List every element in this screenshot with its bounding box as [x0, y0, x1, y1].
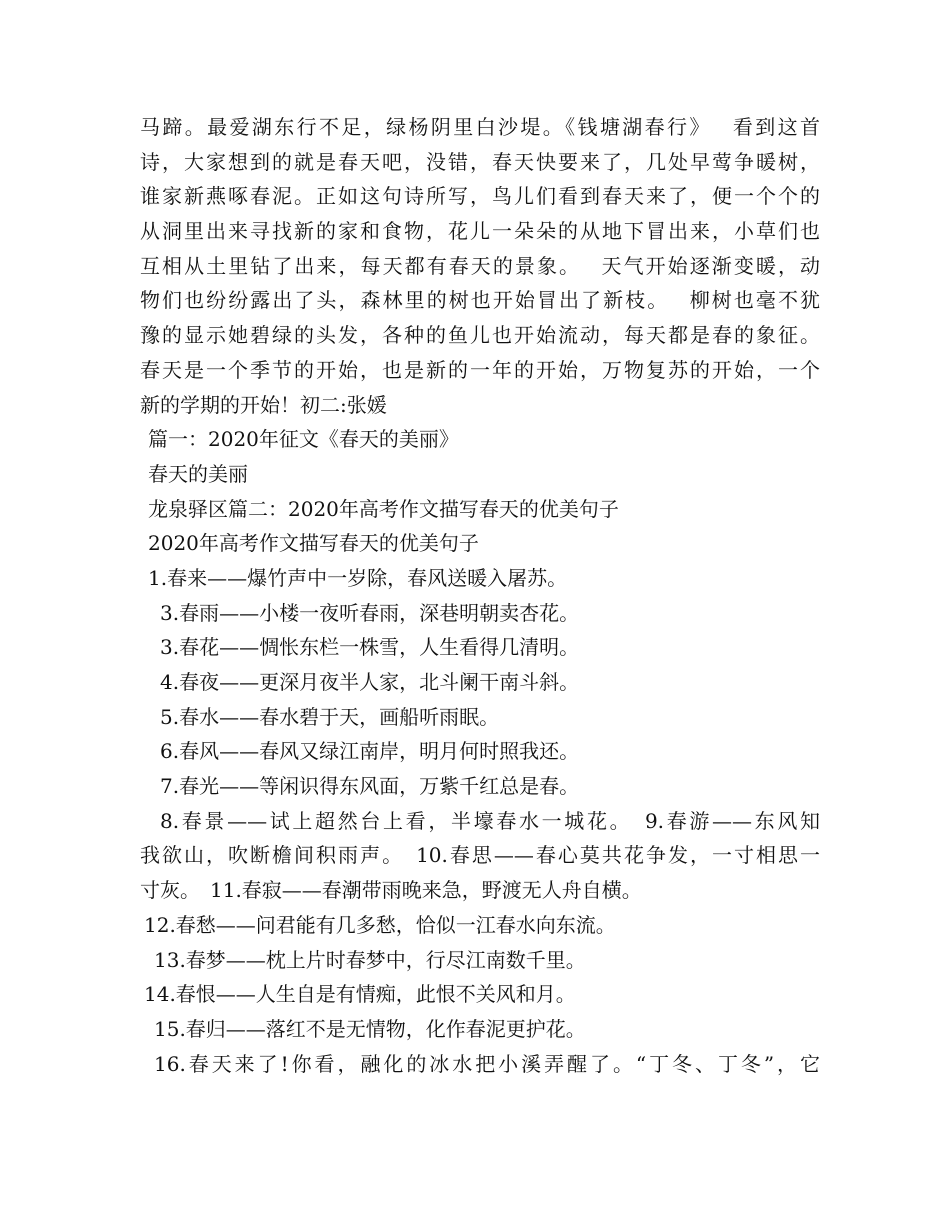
list-item: 13.春梦——枕上片时春梦中，行尽江南数千里。 — [154, 947, 586, 972]
list-item: 3.春雨——小楼一夜听春雨，深巷明朝卖杏花。 — [160, 600, 580, 625]
list-item: 我欲山，吹断檐间积雨声。 10.春思——春心莫共花争发，一寸相思一 — [140, 843, 820, 868]
text-line: 谁家新燕啄春泥。正如这句诗所写，鸟儿们看到春天来了，便一个个的 — [140, 184, 820, 209]
list-item: 14.春恨——人生自是有情痴，此恨不关风和月。 — [144, 982, 576, 1007]
document-body — [140, 110, 820, 1081]
section-heading: 龙泉驿区篇二：2020年高考作文描写春天的优美句子 — [148, 496, 619, 521]
list-item: 寸灰。 11.春寂——春潮带雨晚来急，野渡无人舟自横。 — [140, 878, 642, 903]
text-line: 马蹄。最爱湖东行不足，绿杨阴里白沙堤。《钱塘湖春行》 看到这首 — [140, 115, 820, 139]
list-item: 12.春愁——问君能有几多愁，恰似一江春水向东流。 — [144, 912, 616, 937]
list-item: 16.春天来了!你看，融化的冰水把小溪弄醒了。“丁冬、丁冬”，它 — [154, 1051, 820, 1076]
text-line: 新的学期的开始！初二:张媛 — [140, 392, 387, 417]
text-line: 诗，大家想到的就是春天吧，没错，春天快要来了，几处早莺争暖树， — [140, 149, 820, 174]
list-item: 4.春夜——更深月夜半人家，北斗阑干南斗斜。 — [160, 670, 580, 694]
text-line: 从洞里出来寻找新的家和食物，花儿一朵朵的从地下冒出来，小草们也 — [140, 219, 820, 244]
list-item: 1.春来——爆竹声中一岁除，春风送暖入屠苏。 — [148, 565, 568, 590]
list-item: 15.春归——落红不是无情物，化作春泥更护花。 — [154, 1016, 586, 1041]
text-line: 春天是一个季节的开始，也是新的一年的开始，万物复苏的开始，一个 — [140, 357, 820, 382]
list-item: 7.春光——等闲识得东风面，万紫千红总是春。 — [160, 774, 580, 799]
text-line: 互相从土里钻了出来，每天都有春天的景象。 天气开始逐渐变暖，动 — [140, 253, 820, 278]
list-item: 8.春景——试上超然台上看，半壕春水一城花。 9.春游——东风知 — [160, 808, 820, 833]
list-item: 3.春花——惆怅东栏一株雪，人生看得几清明。 — [160, 635, 580, 660]
text-line: 豫的显示她碧绿的头发，各种的鱼儿也开始流动，每天都是春的象征。 — [140, 323, 820, 348]
text-line: 物们也纷纷露出了头，森林里的树也开始冒出了新枝。 柳树也毫不犹 — [140, 288, 820, 313]
section-heading: 2020年高考作文描写春天的优美句子 — [148, 531, 479, 556]
section-heading: 春天的美丽 — [148, 461, 248, 486]
section-heading: 篇一：2020年征文《春天的美丽》 — [148, 427, 459, 452]
list-item: 6.春风——春风又绿江南岸，明月何时照我还。 — [160, 739, 580, 764]
list-item: 5.春水——春水碧于天，画船听雨眠。 — [160, 704, 500, 729]
